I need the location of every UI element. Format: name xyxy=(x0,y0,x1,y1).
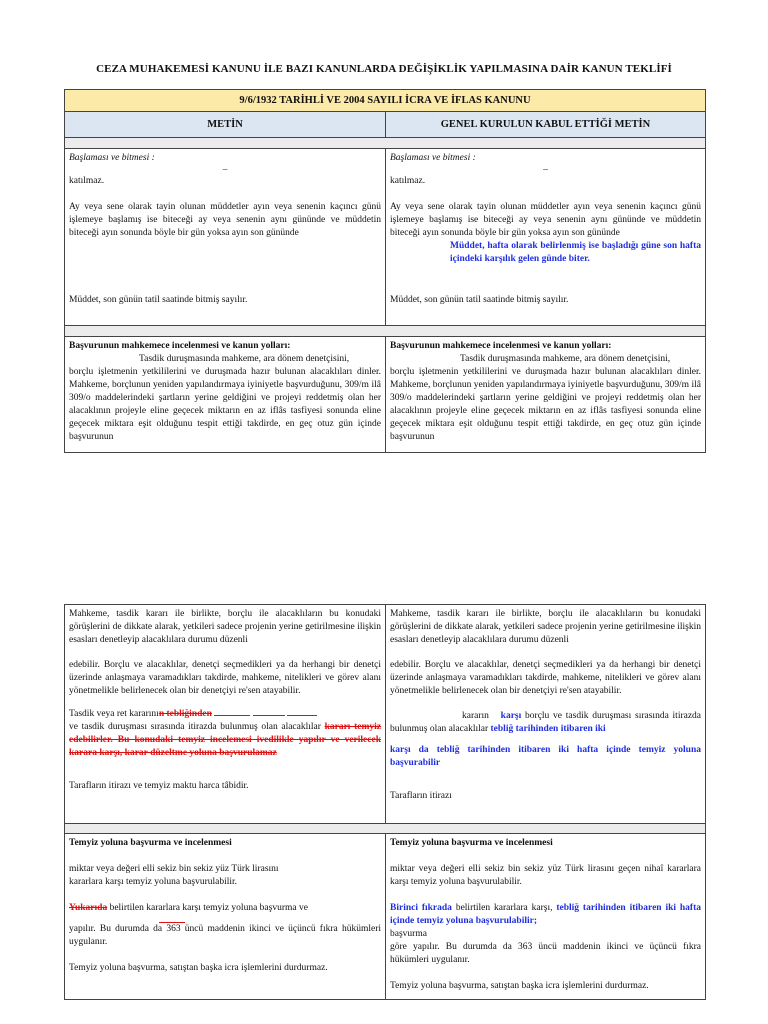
right-cell-baslamasi xyxy=(385,149,705,325)
separator-row xyxy=(65,138,705,149)
paragraph-durdurmaz: Temyiz yoluna başvurma, satıştan başka icra işlemlerini durdurmaz. xyxy=(390,981,649,991)
deletion-mark xyxy=(159,915,185,923)
left-cell-temyiz xyxy=(65,834,385,999)
article-block-tasdik xyxy=(65,605,705,824)
deletion-mark xyxy=(287,708,317,716)
separator-row xyxy=(65,824,705,834)
deleted-text-tebliginden: n tebliğinden xyxy=(158,709,212,719)
paragraph-first-line: Tasdik duruşmasında mahkeme, ara dönem denetçisini, xyxy=(460,354,671,364)
right-cell-basvuru xyxy=(385,337,705,452)
deleted-text-yukarida: Yukarıda xyxy=(69,903,108,913)
paragraph-body: borçlu işletmenin yetkililerini ve duruşmada hazır bulunan alacaklıları dinler. Mahkeme, borçlunun yeniden yapılandırmaya iyiniyetle başvurduğunu, 309/m ilâ 309/o maddelerindeki şartların yerine geldiğini ve projeyi reddetmiş olan her alacaklının projeyle eline geçecek miktarın en az iflâs tasfiyesi sonunda eline geçecek miktara eşit olduğunu tespit ettiği takdirde, en geç otuz gün içinde başvurunun xyxy=(390,367,701,442)
paragraph-tasdik-karari xyxy=(390,710,701,736)
article-heading: Başvurunun mahkemece incelenmesi ve kanun yolları: xyxy=(69,341,291,351)
left-cell-tasdik xyxy=(65,605,385,823)
paragraph-yapilir: yapılır. Bu durumda da 363 üncü maddenin ikinci ve üçüncü fıkra hükümleri uygulanır. xyxy=(69,924,381,947)
paragraph-harc: Tarafların itirazı xyxy=(390,791,452,801)
article-heading: Temyiz yoluna başvurma ve incelenmesi xyxy=(69,838,232,848)
separator-row xyxy=(65,326,705,337)
text-katilmaz: katılmaz. xyxy=(69,176,105,186)
added-text-karsi: karşı xyxy=(500,711,522,721)
deletion-line-wrap xyxy=(69,915,381,923)
law-title: 9/6/1932 TARİHLİ VE 2004 SAYILI İCRA VE İFLAS KANUNU xyxy=(65,90,705,112)
added-text-teblig: tebliğ tarihinden itibaren iki xyxy=(490,724,606,734)
text-kararin: kararın xyxy=(462,711,489,721)
column-header-row xyxy=(65,112,705,138)
added-text-hafta: Müddet, hafta olarak belirlenmiş ise başladığı güne son hafta içindeki karşılık gelen günde biter. xyxy=(450,241,701,264)
added-text-teblig: tebliğ tarihinden itibaren iki hafta içinde temyiz yoluna başvurulabilir; xyxy=(390,903,702,926)
added-text-temyiz: karşı da tebliğ tarihinden itibaren iki hafta içinde temyiz yoluna başvurabilir xyxy=(390,745,701,768)
page-title: CEZA MUHAKEMESİ KANUNU İLE BAZI KANUNLARDA DEĞİŞİKLİK YAPILMASINA DAİR KANUN TEKLİFİ xyxy=(96,63,672,75)
article-heading: Temyiz yoluna başvurma ve incelenmesi xyxy=(390,838,553,848)
text-alacaklilar: borçlu ve tasdik duruşması sırasında itirazda bulunmuş olan alacaklılar xyxy=(390,711,702,734)
right-cell-temyiz xyxy=(385,834,705,999)
paragraph-kararlar xyxy=(69,902,381,915)
paragraph-yapilir: göre yapılır. Bu durumda da 363 üncü maddenin ikinci ve üçüncü fıkra hükümleri uygulanır. xyxy=(390,942,701,965)
article-heading: Başlaması ve bitmesi : xyxy=(69,153,155,163)
article-heading: Başlaması ve bitmesi : xyxy=(390,153,476,163)
comparison-table-bottom xyxy=(64,604,706,1000)
dash-mark: – xyxy=(222,165,228,175)
paragraph-miktar: miktar veya değeri elli sekiz bin sekiz yüz Türk lirasını xyxy=(69,864,279,874)
paragraph-sureler: Ay veya sene olarak tayin olunan müddetler ayın veya senenin kaçıncı günü işlemeye başlamış ise biteceği ay veya senenin aynı gününde ve müddetin biteceği ayın sonunda böyle bir gün yoksa ayın son gününde xyxy=(390,202,701,238)
deletion-mark xyxy=(253,708,285,716)
paragraph-first-line: Tasdik duruşmasında mahkeme, ara dönem denetçisini, xyxy=(139,354,350,364)
text-alacaklilar: ve tasdik duruşması sırasında itirazda bulunmuş olan alacaklılar xyxy=(69,722,321,732)
deletion-mark xyxy=(214,708,250,716)
article-block-baslamasi xyxy=(65,149,705,326)
article-block-temyiz xyxy=(65,834,705,999)
column-header-right: GENEL KURULUN KABUL ETTİĞİ METİN xyxy=(385,112,705,137)
added-text-birinci-fikra: Birinci fıkrada xyxy=(390,903,452,913)
comparison-table-top xyxy=(64,89,706,453)
paragraph-denetci: Mahkeme, tasdik kararı ile birlikte, borçlu ile alacaklıların bu konudaki görüşlerini de dikkate alarak, yetkileri sadece projenin yerine getirilmesine ilişkin esasları denetleyip alacaklılara durumu düzenli xyxy=(69,609,381,645)
text-basvurma: başvurma xyxy=(390,929,427,939)
text-katilmaz: katılmaz. xyxy=(390,176,426,186)
article-block-basvuru xyxy=(65,337,705,452)
paragraph-atama: edebilir. Borçlu ve alacaklılar, denetçi seçmedikleri ya da herhangi bir denetçi üzerinde anlaşmaya varamadıkları takdirde, mahkeme, nitelikleri ve görev alanı yönetmelikle belirlenecek olan bir denetçiyi re'sen atayabilir. xyxy=(69,660,381,696)
text-tasdik: Tasdik veya ret kararını xyxy=(69,709,159,719)
paragraph-harc: Tarafların itirazı ve temyiz maktu harca tâbidir. xyxy=(69,781,249,791)
text-kararlar: belirtilen kararlara karşı, xyxy=(455,903,553,913)
paragraph-body: borçlu işletmenin yetkililerini ve duruşmada hazır bulunan alacaklıları dinler. Mahkeme, borçlunun yeniden yapılandırmaya iyiniyetle başvurduğunu, 309/m ilâ 309/o maddelerindeki şartların yerine geldiğini ve projeyi reddetmiş olan her alacaklının projeyle eline geçecek miktarın en az iflâs tasfiyesi sonunda eline geçecek miktara eşit olduğunu tespit ettiği takdirde, en geç otuz gün içinde başvurunun xyxy=(69,367,381,442)
paragraph-atama: edebilir. Borçlu ve alacaklılar, denetçi seçmedikleri ya da herhangi bir denetçi üzerinde anlaşmaya varamadıkları takdirde, mahkeme, nitelikleri ve görev alanı yönetmelikle belirlenecek olan bir denetçiyi re'sen atayabilir. xyxy=(390,660,701,696)
paragraph-kararlar xyxy=(390,902,701,928)
paragraph-miktar: miktar veya değeri elli sekiz bin sekiz yüz Türk lirasını geçen nihaî kararlara karşı temyiz yoluna başvurulabilir. xyxy=(390,864,701,887)
paragraph-durdurmaz: Temyiz yoluna başvurma, satıştan başka icra işlemlerini durdurmaz. xyxy=(69,963,328,973)
text-kararlar: belirtilen kararlara karşı temyiz yoluna başvurma ve xyxy=(109,903,308,913)
paragraph-son-gun: Müddet, son günün tatil saatinde bitmiş sayılır. xyxy=(390,295,569,305)
paragraph-son-gun: Müddet, son günün tatil saatinde bitmiş sayılır. xyxy=(69,295,248,305)
paragraph-denetci: Mahkeme, tasdik kararı ile birlikte, borçlu ile alacaklıların bu konudaki görüşlerini de dikkate alarak, yetkileri sadece projenin yerine getirilmesine ilişkin esasları denetleyip alacaklılara durumu düzenli xyxy=(390,609,701,645)
right-cell-tasdik xyxy=(385,605,705,823)
paragraph-miktar-cont: kararlara karşı temyiz yoluna başvurulabilir. xyxy=(69,877,238,887)
paragraph-tasdik-karari xyxy=(69,708,381,760)
left-cell-basvuru xyxy=(65,337,385,452)
left-cell-baslamasi xyxy=(65,149,385,325)
dash-mark: – xyxy=(543,165,548,175)
column-header-left: METİN xyxy=(207,119,243,130)
article-heading: Başvurunun mahkemece incelenmesi ve kanun yolları: xyxy=(390,341,612,351)
paragraph-sureler: Ay veya sene olarak tayin olunan müddetler ayın veya senenin kaçıncı günü işlemeye başlamış ise biteceği ay veya senenin aynı gününde ve müddetin biteceği ayın sonunda böyle bir gün yoksa ayın son gününde xyxy=(69,202,381,238)
deleted-text-temyiz: kararı temyiz edebilirler. Bu konudaki temyiz incelemesi ivedilikle yapılır ve verilecek karara karşı, karar düzeltme yoluna başvurulamaz xyxy=(69,722,381,758)
